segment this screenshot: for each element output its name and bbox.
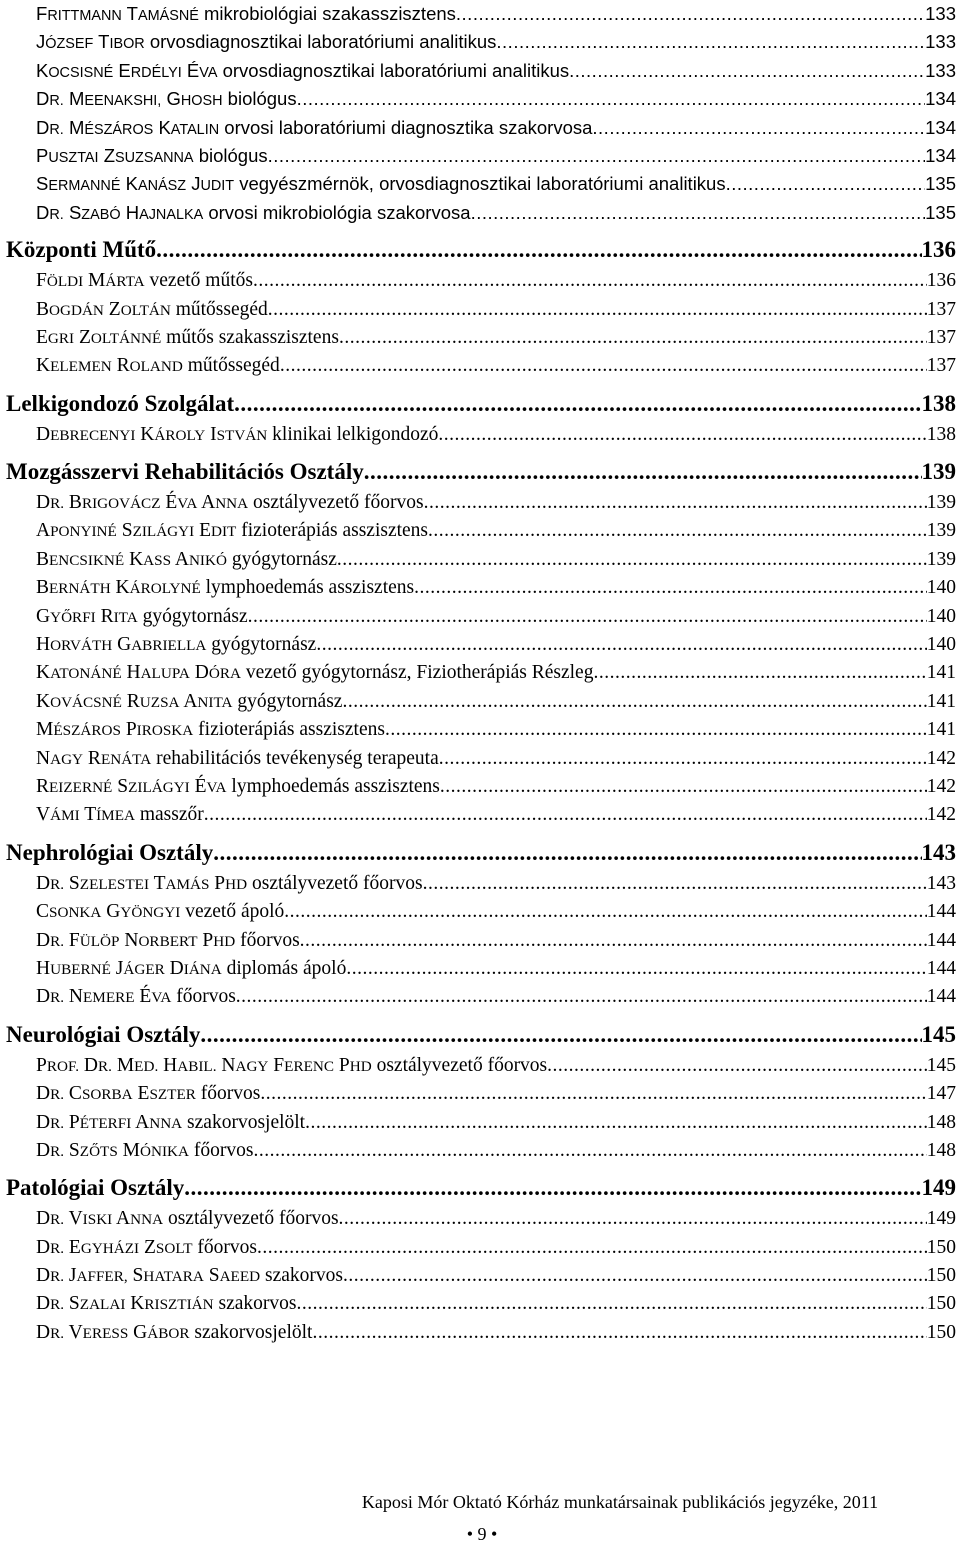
person-name: KOVÁCSNÉ RUZSA ANITA	[36, 690, 233, 712]
person-name: DR. FÜLÖP NORBERT PHD	[36, 929, 236, 951]
person-role: osztályvezető főorvos	[253, 492, 424, 514]
person-role: orvosdiagnosztikai laboratóriumi analitikus	[149, 31, 497, 53]
person-role: műtős szakasszisztens	[166, 326, 339, 348]
entry-page-number: 143	[926, 872, 956, 894]
person-name: DR. MÉSZÁROS KATALIN	[36, 116, 220, 138]
toc-entry[interactable]	[6, 801, 956, 829]
dot-leader	[414, 574, 927, 602]
person-name: DR. SZABÓ HAJNALKA	[36, 201, 204, 223]
entry-label	[36, 745, 439, 774]
toc-entry[interactable]	[6, 517, 956, 545]
entry-page-number: 142	[926, 747, 956, 769]
dot-leader	[253, 1137, 926, 1165]
entry-page-number: 133	[925, 3, 956, 24]
entry-label	[36, 1262, 343, 1291]
section-title: Neurológiai Osztály	[6, 1021, 201, 1047]
person-role: vegyészmérnök, orvosdiagnosztikai laboratóriumi analitikus	[239, 173, 726, 195]
toc-entry[interactable]	[6, 955, 956, 983]
entry-page-number: 150	[926, 1265, 956, 1287]
person-role: gyógytornász	[142, 605, 248, 627]
entry-page-number: 150	[926, 1321, 956, 1343]
section-page-number: 138	[921, 390, 956, 416]
entry-label	[36, 517, 428, 546]
person-role: gyógytornász	[231, 548, 337, 570]
entry-page-number: 140	[926, 634, 956, 656]
section-page-number: 139	[921, 459, 956, 485]
dot-leader	[424, 489, 927, 517]
entry-page-number: 137	[926, 298, 956, 320]
entry-label	[36, 1137, 253, 1166]
person-name: DR. NEMERE ÉVA	[36, 986, 172, 1008]
dot-leader	[260, 1080, 926, 1108]
person-name: CSONKA GYÖNGYI	[36, 901, 181, 923]
person-role: lymphoedemás asszisztens	[205, 577, 415, 599]
entry-page-number: 133	[925, 59, 956, 81]
section-page-number: 143	[921, 839, 956, 865]
dot-leader	[339, 1205, 927, 1233]
person-role: rehabilitációs tevékenység terapeuta	[156, 747, 439, 769]
person-role: mikrobiológiai szakasszisztens	[204, 3, 456, 24]
entry-page-number: 148	[926, 1139, 956, 1161]
dot-leader	[456, 0, 925, 28]
toc-entry[interactable]	[6, 57, 956, 85]
person-name: KATONÁNÉ HALUPA DÓRA	[36, 662, 241, 684]
entry-label	[36, 898, 284, 927]
dot-leader	[305, 1109, 927, 1137]
toc-entry[interactable]	[6, 983, 956, 1011]
entry-page-number: 142	[926, 775, 956, 797]
toc-entry[interactable]	[6, 296, 956, 324]
entry-page-number: 136	[926, 270, 956, 292]
person-role: orvosdiagnosztikai laboratóriumi analitikus	[222, 59, 570, 81]
dot-leader	[440, 773, 927, 801]
dot-leader	[547, 1052, 927, 1080]
person-name: HUBERNÉ JÁGER DIÁNA	[36, 957, 222, 979]
toc-section-heading[interactable]	[6, 387, 956, 421]
person-name: DR. SZALAI KRISZTIÁN	[36, 1293, 214, 1315]
dot-leader	[343, 1262, 927, 1290]
person-name: BENCSIKNÉ KASS ANIKÓ	[36, 548, 227, 570]
entry-label	[36, 421, 438, 450]
person-role: gyógytornász	[237, 690, 343, 712]
person-name: JÓZSEF TIBOR	[36, 31, 145, 53]
toc-entry[interactable]	[6, 199, 956, 227]
dot-leader	[726, 170, 926, 198]
dot-leader	[268, 296, 927, 324]
entry-label	[36, 631, 316, 660]
entry-label	[36, 546, 337, 575]
footer-caption: Kaposi Mór Oktató Kórház munkatársainak publikációs jegyzéke, 2011	[361, 1492, 879, 1512]
person-role: biológus	[227, 88, 297, 110]
toc-entry[interactable]	[6, 1080, 956, 1108]
toc-entry[interactable]	[6, 1109, 956, 1137]
entry-page-number: 135	[925, 201, 956, 223]
person-role: orvosi laboratóriumi diagnosztika szakorvosa	[224, 116, 593, 138]
entry-page-number: 135	[925, 173, 956, 195]
entry-page-number: 141	[926, 662, 956, 684]
person-role: vezető műtős	[149, 270, 253, 292]
toc-entry[interactable]	[6, 1319, 956, 1347]
section-title: Patológiai Osztály	[6, 1175, 185, 1201]
person-name: DR. SZŐTS MÓNIKA	[36, 1139, 189, 1161]
section-title: Mozgásszervi Rehabilitációs Osztály	[6, 459, 364, 485]
entry-page-number: 144	[926, 986, 956, 1008]
person-role: diplomás ápoló	[226, 957, 347, 979]
person-name: APONYINÉ SZILÁGYI EDIT	[36, 520, 237, 542]
dot-leader	[156, 233, 921, 267]
toc-entry[interactable]	[6, 352, 956, 380]
entry-label	[36, 927, 300, 956]
dot-leader	[337, 546, 927, 574]
toc-section-heading[interactable]	[6, 836, 956, 870]
toc-entry[interactable]	[6, 773, 956, 801]
toc-entry[interactable]	[6, 28, 956, 56]
dot-leader	[569, 57, 925, 85]
entry-page-number: 137	[926, 355, 956, 377]
person-role: műtőssegéd	[187, 355, 280, 377]
person-name: REIZERNÉ SZILÁGYI ÉVA	[36, 775, 227, 797]
entry-page-number: 139	[926, 548, 956, 570]
person-name: DR. VERESS GÁBOR	[36, 1321, 190, 1343]
person-name: VÁMI TÍMEA	[36, 804, 135, 826]
entry-page-number: 144	[926, 901, 956, 923]
entry-page-number: 145	[926, 1054, 956, 1076]
entry-page-number: 134	[925, 88, 956, 110]
person-name: DR. CSORBA ESZTER	[36, 1083, 196, 1105]
entry-label	[36, 1109, 305, 1138]
dot-leader	[248, 603, 927, 631]
person-name: DR. SZELESTEI TAMÁS PHD	[36, 872, 248, 894]
section-page-number: 145	[921, 1021, 956, 1047]
entry-label	[36, 1319, 312, 1348]
person-name: BOGDÁN ZOLTÁN	[36, 298, 171, 320]
person-role: osztályvezető főorvos	[252, 872, 423, 894]
entry-label	[36, 85, 297, 115]
toc-entry[interactable]	[6, 324, 956, 352]
person-role: vezető gyógytornász, Fiziotherápiás Részleg	[245, 662, 594, 684]
section-page-number: 149	[921, 1175, 956, 1201]
entry-label	[36, 28, 496, 58]
toc-entry[interactable]	[6, 1290, 956, 1318]
person-name: NAGY RENÁTA	[36, 747, 152, 769]
person-name: FRITTMANN TAMÁSNÉ	[36, 3, 199, 24]
entry-label	[36, 1080, 260, 1109]
dot-leader	[439, 745, 927, 773]
section-title: Nephrológiai Osztály	[6, 839, 214, 865]
person-name: PROF. DR. MED. HABIL. NAGY FERENC PHD	[36, 1054, 372, 1076]
person-role: fizioterápiás asszisztens	[198, 719, 385, 741]
person-name: DR. BRIGOVÁCZ ÉVA ANNA	[36, 492, 249, 514]
section-page-number: 136	[921, 237, 956, 263]
entry-label	[36, 489, 424, 518]
person-role: fizioterápiás asszisztens	[241, 520, 429, 542]
dot-leader	[342, 688, 926, 716]
dot-leader	[204, 801, 927, 829]
person-name: DR. JAFFER, SHATARA SAEED	[36, 1265, 261, 1287]
person-role: főorvos	[197, 1236, 257, 1258]
toc-section-heading[interactable]	[6, 1171, 956, 1205]
toc-entry[interactable]	[6, 489, 956, 517]
dot-leader	[234, 387, 921, 421]
person-role: főorvos	[200, 1083, 261, 1105]
person-role: szakorvos	[218, 1293, 297, 1315]
person-name: DR. VISKI ANNA	[36, 1208, 164, 1230]
entry-label	[36, 114, 592, 144]
dot-leader	[213, 836, 921, 870]
toc-entry[interactable]	[6, 659, 956, 687]
entry-page-number: 141	[926, 690, 956, 712]
dot-leader	[236, 983, 927, 1011]
person-name: EGRI ZOLTÁNNÉ	[36, 326, 162, 348]
entry-page-number: 144	[926, 929, 956, 951]
entry-label	[36, 170, 726, 200]
dot-leader	[300, 927, 927, 955]
toc-entry[interactable]	[6, 546, 956, 574]
entry-page-number: 137	[926, 326, 956, 348]
entry-label	[36, 0, 456, 30]
entry-page-number: 139	[926, 492, 956, 514]
entry-label	[36, 801, 204, 830]
entry-label	[36, 324, 339, 353]
entry-label	[36, 1205, 339, 1234]
dot-leader	[364, 455, 922, 489]
person-role: biológus	[198, 144, 268, 166]
dot-leader	[257, 1234, 927, 1262]
dot-leader	[296, 1290, 926, 1318]
entry-label	[36, 1234, 257, 1263]
entry-label	[36, 296, 268, 325]
toc-entry[interactable]	[6, 898, 956, 926]
toc-entry[interactable]	[6, 1262, 956, 1290]
person-name: FÖLDI MÁRTA	[36, 270, 145, 292]
entry-label	[36, 57, 569, 87]
person-role: szakorvosjelölt	[187, 1111, 306, 1133]
toc-entry[interactable]	[6, 267, 956, 295]
person-name: DR. EGYHÁZI ZSOLT	[36, 1236, 193, 1258]
toc-section-heading[interactable]	[6, 233, 956, 267]
entry-label	[36, 199, 471, 229]
dot-leader	[438, 421, 926, 449]
footer-page-number: • 9 •	[466, 1524, 498, 1544]
person-role: osztályvezető főorvos	[376, 1054, 548, 1076]
entry-page-number: 148	[926, 1111, 956, 1133]
section-title: Központi Műtő	[6, 237, 157, 263]
table-of-contents	[6, 0, 956, 1347]
entry-label	[36, 352, 280, 381]
person-role: főorvos	[193, 1139, 254, 1161]
person-role: műtőssegéd	[175, 298, 268, 320]
entry-page-number: 134	[925, 116, 956, 138]
dot-leader	[312, 1319, 926, 1347]
person-role: vezető ápoló	[185, 901, 285, 923]
entry-label	[36, 716, 385, 745]
entry-label	[36, 574, 414, 603]
entry-page-number: 134	[925, 144, 956, 166]
dot-leader	[297, 85, 926, 113]
entry-page-number: 140	[926, 577, 956, 599]
entry-page-number: 140	[926, 605, 956, 627]
dot-leader	[471, 199, 926, 227]
dot-leader	[200, 1018, 921, 1052]
person-role: szakorvos	[264, 1265, 343, 1287]
person-name: DR. MEENAKSHI, GHOSH	[36, 88, 223, 110]
entry-page-number: 141	[926, 719, 956, 741]
toc-entry[interactable]	[6, 574, 956, 602]
person-name: KELEMEN ROLAND	[36, 355, 183, 377]
entry-page-number: 150	[926, 1293, 956, 1315]
person-role: klinikai lelkigondozó	[272, 423, 439, 445]
dot-leader	[496, 28, 925, 56]
person-name: BERNÁTH KÁROLYNÉ	[36, 577, 201, 599]
dot-leader	[268, 142, 926, 170]
entry-label	[36, 142, 268, 172]
entry-label	[36, 1052, 547, 1081]
person-name: MÉSZÁROS PIROSKA	[36, 719, 194, 741]
person-role: főorvos	[176, 986, 236, 1008]
entry-page-number: 139	[926, 520, 956, 542]
toc-section-heading[interactable]	[6, 1018, 956, 1052]
toc-entry[interactable]	[6, 716, 956, 744]
toc-entry[interactable]	[6, 1205, 956, 1233]
toc-entry[interactable]	[6, 1052, 956, 1080]
dot-leader	[316, 631, 926, 659]
toc-entry[interactable]	[6, 114, 956, 142]
toc-entry[interactable]	[6, 745, 956, 773]
entry-page-number: 147	[926, 1083, 956, 1105]
toc-entry[interactable]	[6, 142, 956, 170]
entry-label	[36, 688, 342, 717]
entry-page-number: 133	[925, 31, 956, 53]
dot-leader	[428, 517, 927, 545]
entry-page-number: 149	[926, 1208, 956, 1230]
entry-label	[36, 267, 253, 296]
toc-entry[interactable]	[6, 421, 956, 449]
entry-label	[36, 870, 423, 899]
person-role: masszőr	[139, 804, 204, 826]
person-role: osztályvezető főorvos	[167, 1208, 339, 1230]
person-name: PUSZTAI ZSUZSANNA	[36, 144, 194, 166]
entry-label	[36, 773, 440, 802]
entry-label	[36, 983, 236, 1012]
toc-entry[interactable]	[6, 170, 956, 198]
person-name: DEBRECENYI KÁROLY ISTVÁN	[36, 423, 268, 445]
person-role: orvosi mikrobiológia szakorvosa	[208, 201, 471, 223]
person-name: SERMANNÉ KANÁSZ JUDIT	[36, 173, 235, 195]
entry-page-number: 142	[926, 804, 956, 826]
toc-section-heading[interactable]	[6, 455, 956, 489]
entry-label	[36, 659, 593, 688]
toc-entry[interactable]	[6, 85, 956, 113]
dot-leader	[280, 352, 927, 380]
entry-page-number: 144	[926, 957, 956, 979]
dot-leader	[385, 716, 927, 744]
toc-entry[interactable]	[6, 603, 956, 631]
entry-page-number: 138	[926, 423, 956, 445]
dot-leader	[346, 955, 926, 983]
person-name: HORVÁTH GABRIELLA	[36, 634, 207, 656]
entry-label	[36, 603, 248, 632]
toc-entry[interactable]	[6, 688, 956, 716]
entry-page-number: 150	[926, 1236, 956, 1258]
toc-entry[interactable]	[6, 870, 956, 898]
person-name: GYŐRFI RITA	[36, 605, 138, 627]
dot-leader	[423, 870, 927, 898]
entry-label	[36, 1290, 296, 1319]
dot-leader	[339, 324, 927, 352]
person-role: lymphoedemás asszisztens	[231, 775, 440, 797]
dot-leader	[593, 659, 926, 687]
toc-entry[interactable]	[6, 1234, 956, 1262]
person-role: szakorvosjelölt	[194, 1321, 313, 1343]
dot-leader	[253, 267, 927, 295]
dot-leader	[284, 898, 926, 926]
entry-label	[36, 955, 346, 984]
dot-leader	[592, 114, 925, 142]
person-name: KOCSISNÉ ERDÉLYI ÉVA	[36, 59, 218, 81]
person-name: DR. PÉTERFI ANNA	[36, 1111, 183, 1133]
toc-entry[interactable]	[6, 927, 956, 955]
toc-entry[interactable]	[6, 631, 956, 659]
person-role: gyógytornász	[211, 634, 317, 656]
toc-entry[interactable]	[6, 0, 956, 28]
toc-entry[interactable]	[6, 1137, 956, 1165]
person-role: főorvos	[240, 929, 300, 951]
section-title: Lelkigondozó Szolgálat	[6, 390, 235, 416]
dot-leader	[184, 1171, 921, 1205]
